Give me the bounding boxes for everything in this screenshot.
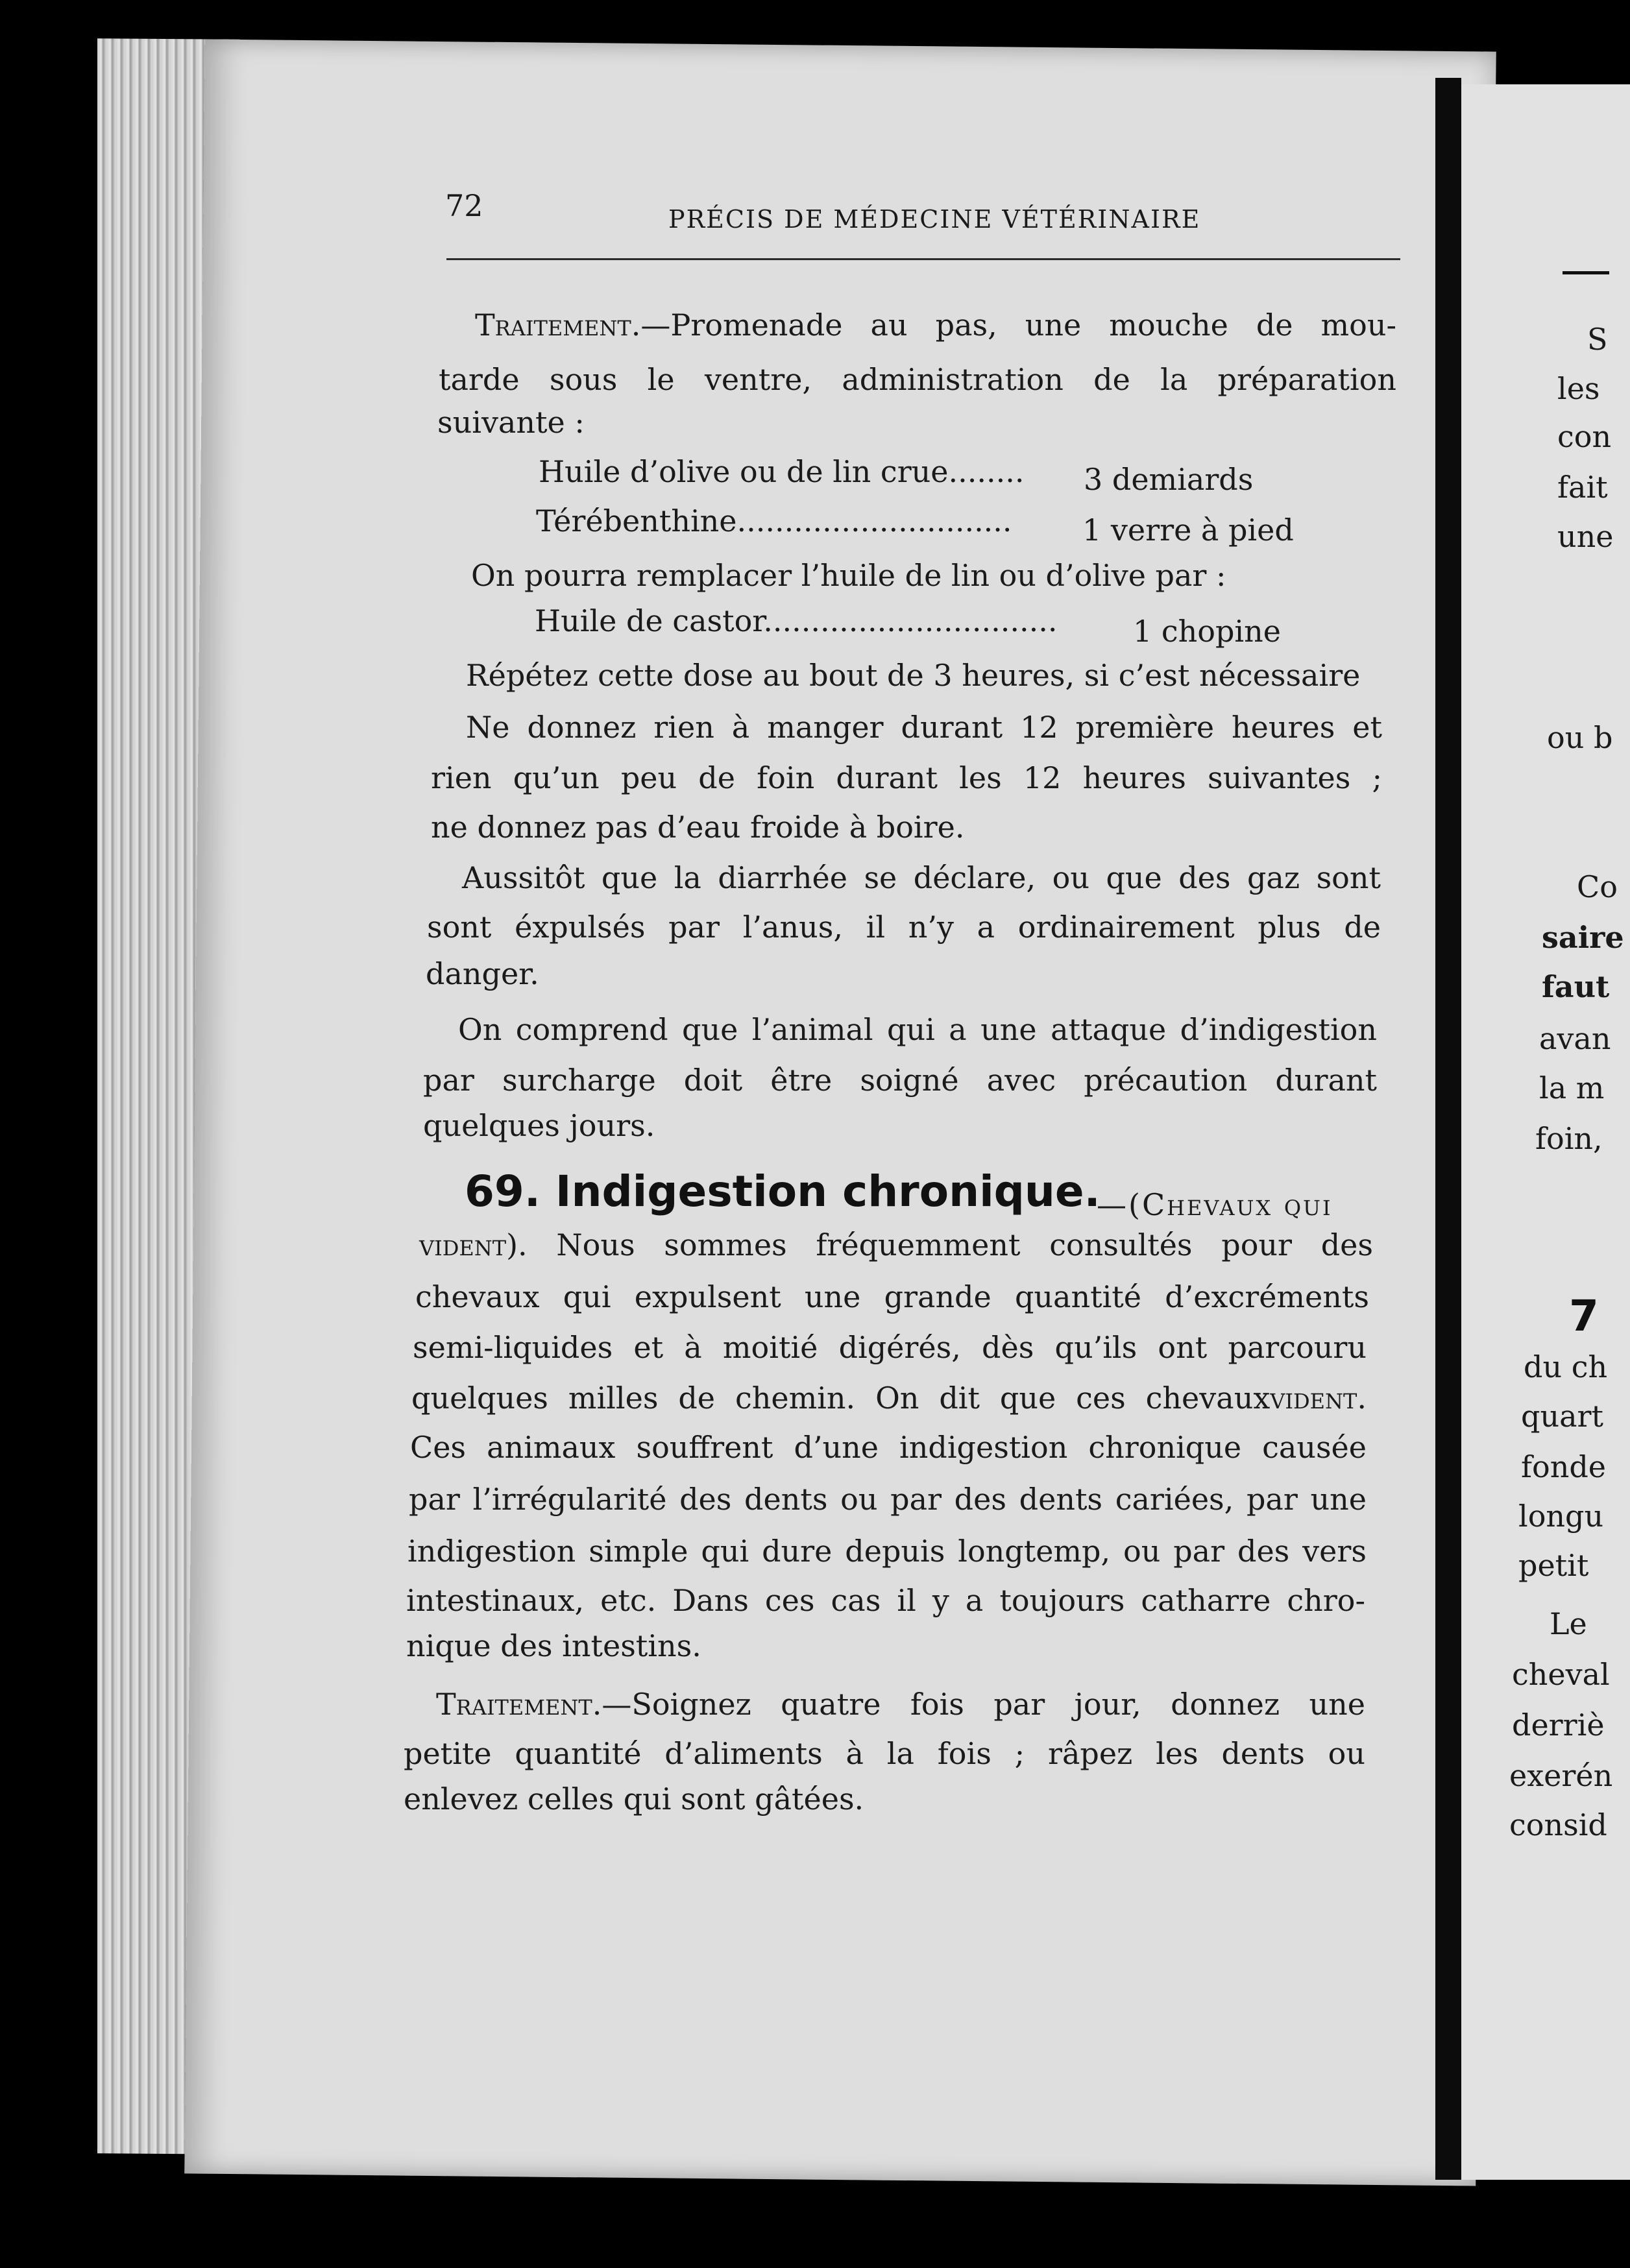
recipe-alt-intro: On pourra remplacer l’huile de lin ou d’olive par :	[471, 558, 1226, 593]
header-rule	[446, 258, 1400, 260]
left-page	[184, 40, 1496, 2186]
vident-label-2: vident.	[1270, 1381, 1367, 1416]
traitement-2-label: Traitement.	[436, 1687, 602, 1722]
next-page-line-5: une	[1557, 519, 1614, 554]
para-danger-line-3: danger.	[426, 956, 539, 991]
traitement-label: Traitement.	[475, 308, 641, 343]
recipe-item-1-qty: 3 demiards	[1084, 462, 1254, 497]
next-page-line-1: S	[1587, 322, 1608, 357]
running-title: PRÉCIS DE MÉDECINE VÉTÉRINAIRE	[668, 205, 1201, 234]
para-care-line-3: quelques jours.	[423, 1108, 655, 1143]
traitement-1-line-1	[475, 308, 1396, 343]
traitement-2-line-3: enlevez celles qui sont gâtées.	[404, 1781, 864, 1816]
para-care-line-1: On comprend que l’animal qui a une attaque d’indigestion	[458, 1012, 1377, 1047]
page-number: 72	[445, 188, 483, 223]
section-69-line-10: nique des intestins.	[406, 1628, 701, 1663]
next-page-line-10: avan	[1539, 1021, 1611, 1056]
next-page-section-heading: 7	[1569, 1291, 1599, 1341]
next-page-line-4: fait	[1557, 470, 1608, 505]
para-feeding-line-2: rien qu’un peu de foin durant les 12 heures suivantes ;	[431, 760, 1382, 795]
next-page-line-7: Co	[1577, 869, 1618, 904]
traitement-1-line-3: suivante :	[437, 405, 585, 440]
next-page-line-11: la m	[1539, 1070, 1605, 1105]
traitement-2-line-2: petite quantité d’aliments à la fois ; râpez les dents ou	[404, 1736, 1365, 1771]
next-page-line-18: Le	[1550, 1606, 1587, 1641]
next-page-line-8: saire	[1542, 920, 1624, 955]
next-page-line-9: faut	[1542, 969, 1610, 1004]
section-69-subtitle: —(Chevaux qui	[1097, 1187, 1333, 1222]
section-69-line-5-text: quelques milles de chemin. On dit que ces chevaux	[411, 1381, 1271, 1416]
recipe-item-2-name: Térébenthine.............................	[536, 503, 1012, 538]
para-danger-line-1: Aussitôt que la diarrhée se déclare, ou que des gaz sont	[462, 860, 1381, 895]
traitement-1-line-1-text: —Promenade au pas, une mouche de mou-	[640, 308, 1396, 343]
section-69-line-3: chevaux qui expulsent une grande quantité d’excréments	[415, 1279, 1369, 1314]
para-care-line-2: par surcharge doit être soigné avec précaution durant	[423, 1063, 1377, 1098]
traitement-1-line-2: tarde sous le ventre, administration de la préparation	[439, 362, 1396, 397]
next-page-line-3: con	[1557, 419, 1612, 454]
next-page-line-17: petit	[1518, 1548, 1589, 1583]
next-page-line-14: quart	[1521, 1399, 1603, 1434]
section-69-line-4: semi-liquides et à moitié digérés, dès qu’ils ont parcouru	[413, 1330, 1367, 1365]
section-69-line-2	[419, 1227, 1373, 1262]
recipe-item-3-name: Huile de castor...............................	[535, 603, 1058, 638]
para-feeding-line-3: ne donnez pas d’eau froide à boire.	[431, 810, 965, 845]
section-69-line-2-text: ). Nous sommes fréquemment consultés pour des	[506, 1227, 1373, 1262]
traitement-2-line-1	[436, 1687, 1365, 1722]
next-page-line-19: cheval	[1512, 1657, 1610, 1692]
next-page-line-6: ou b	[1547, 720, 1613, 755]
recipe-item-1-name: Huile d’olive ou de lin crue........	[539, 454, 1025, 489]
traitement-2-line-1-text: —Soignez quatre fois par jour, donnez une	[602, 1687, 1365, 1722]
next-page-line-15: fonde	[1521, 1449, 1607, 1484]
vident-label: vident	[419, 1227, 507, 1262]
para-repeat: Répétez cette dose au bout de 3 heures, si c’est nécessaire	[466, 658, 1361, 693]
next-page-line-21: exerén	[1509, 1758, 1613, 1793]
next-page-line-2: les	[1557, 371, 1600, 406]
next-page-line-20: derriè	[1512, 1707, 1605, 1743]
next-page-line-12: foin,	[1535, 1121, 1603, 1156]
section-69-line-6: Ces animaux souffrent d’une indigestion chronique causée	[410, 1430, 1367, 1465]
section-69-line-8: indigestion simple qui dure depuis longtemp, ou par des vers	[408, 1534, 1367, 1569]
section-69-heading: 69. Indigestion chronique.	[465, 1166, 1101, 1216]
recipe-item-3-qty: 1 chopine	[1133, 614, 1281, 649]
section-69-line-5	[411, 1381, 1367, 1416]
para-feeding-line-1: Ne donnez rien à manger durant 12 première heures et	[466, 710, 1382, 745]
section-69-line-7: par l’irrégularité des dents ou par des dents cariées, par une	[409, 1482, 1367, 1517]
para-danger-line-2: sont éxpulsés par l’anus, il n’y a ordinairement plus de	[427, 910, 1381, 945]
recipe-item-2-qty: 1 verre à pied	[1082, 513, 1294, 548]
book-gutter	[1435, 78, 1461, 2180]
section-69-line-9: intestinaux, etc. Dans ces cas il y a toujours catharre chro-	[406, 1583, 1365, 1618]
right-page-header-rule	[1563, 271, 1609, 274]
next-page-line-22: consid	[1509, 1807, 1607, 1842]
next-page-line-13: du ch	[1524, 1349, 1608, 1384]
next-page-line-16: longu	[1518, 1499, 1604, 1534]
